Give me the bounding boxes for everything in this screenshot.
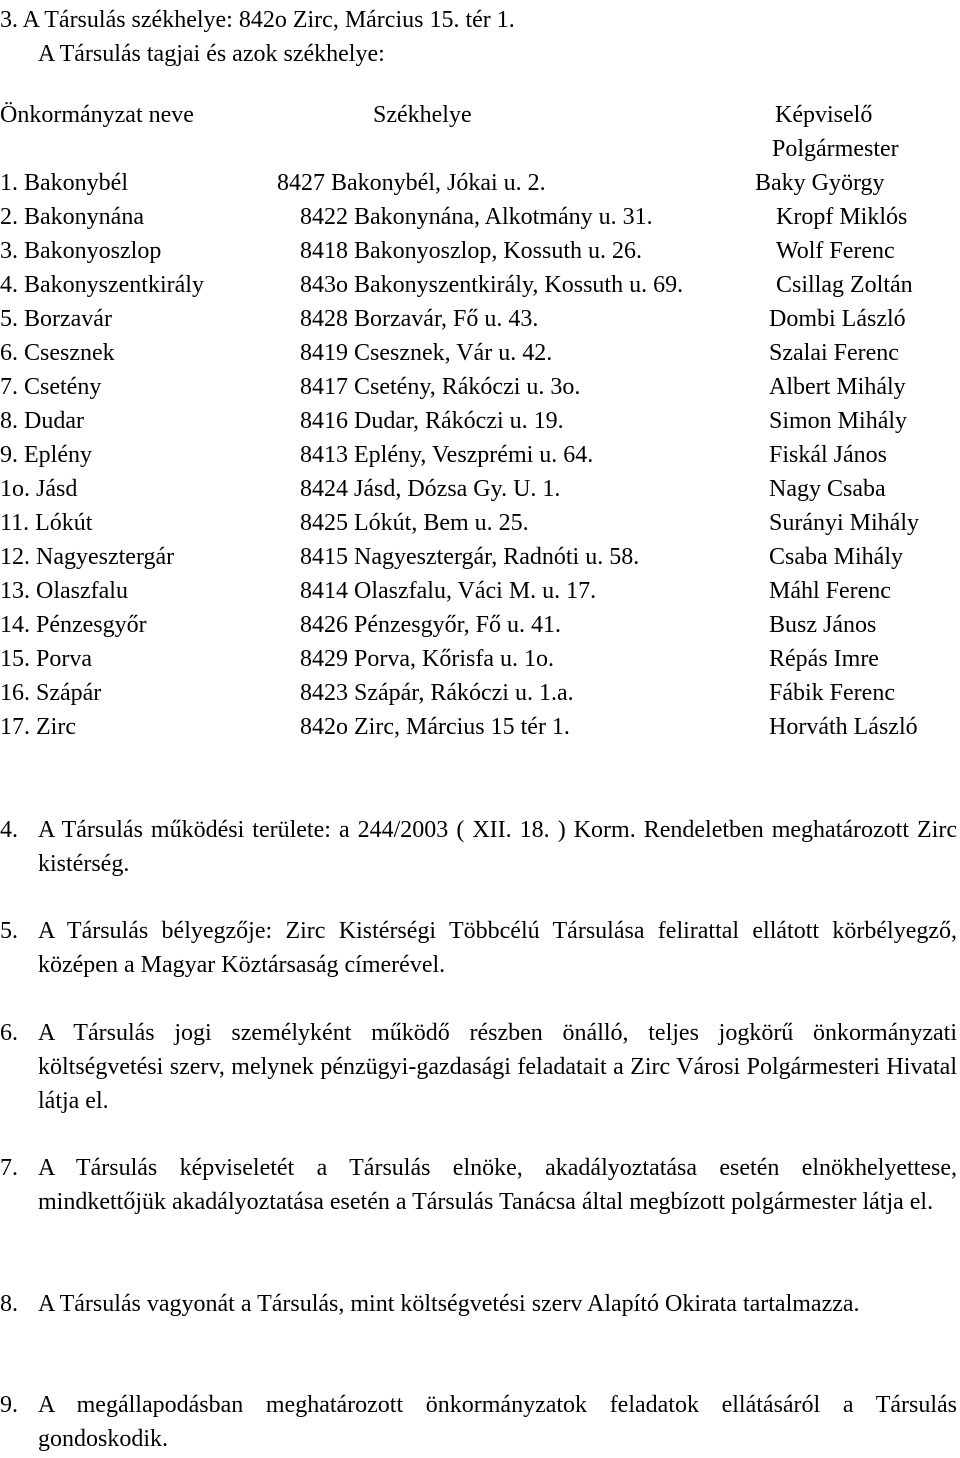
row-municipality-name: 8. Dudar bbox=[0, 408, 84, 434]
header-name: Önkormányzat neve bbox=[0, 102, 194, 128]
row-seat-address: 8425 Lókút, Bem u. 25. bbox=[300, 510, 529, 536]
row-representative: Albert Mihály bbox=[769, 374, 906, 400]
row-municipality-name: 9. Eplény bbox=[0, 442, 92, 468]
row-representative: Horváth László bbox=[769, 714, 918, 740]
row-representative: Busz János bbox=[769, 612, 877, 638]
paragraph-number: 8. bbox=[0, 1291, 18, 1317]
row-representative: Dombi László bbox=[769, 306, 906, 332]
paragraph-9 bbox=[0, 1388, 957, 1456]
row-seat-address: 8424 Jásd, Dózsa Gy. U. 1. bbox=[300, 476, 561, 502]
row-municipality-name: 6. Csesznek bbox=[0, 340, 115, 366]
section-3-line-2: A Társulás tagjai és azok székhelye: bbox=[38, 41, 385, 67]
row-representative: Fiskál János bbox=[769, 442, 888, 468]
row-representative: Wolf Ferenc bbox=[776, 238, 895, 264]
row-municipality-name: 5. Borzavár bbox=[0, 306, 112, 332]
row-representative: Máhl Ferenc bbox=[769, 578, 891, 604]
row-representative: Szalai Ferenc bbox=[769, 340, 899, 366]
paragraph-number: 7. bbox=[0, 1155, 18, 1181]
paragraph-6 bbox=[0, 1016, 957, 1118]
row-municipality-name: 14. Pénzesgyőr bbox=[0, 612, 147, 638]
row-municipality-name: 7. Csetény bbox=[0, 374, 102, 400]
header-representative: Képviselő bbox=[775, 102, 873, 128]
row-municipality-name: 1o. Jásd bbox=[0, 476, 78, 502]
paragraph-text: A megállapodásban meghatározott önkormányzatok feladatok ellátásáról a Társulás gondoskodik. bbox=[38, 1392, 957, 1452]
row-representative: Fábik Ferenc bbox=[769, 680, 895, 706]
row-municipality-name: 1. Bakonybél bbox=[0, 170, 128, 196]
row-seat-address: 8422 Bakonynána, Alkotmány u. 31. bbox=[300, 204, 653, 230]
paragraph-number: 5. bbox=[0, 918, 18, 944]
header-mayor: Polgármester bbox=[772, 136, 899, 162]
paragraph-7 bbox=[0, 1151, 957, 1219]
row-seat-address: 8415 Nagyesztergár, Radnóti u. 58. bbox=[300, 544, 640, 570]
row-seat-address: 8418 Bakonyoszlop, Kossuth u. 26. bbox=[300, 238, 642, 264]
row-seat-address: 8417 Csetény, Rákóczi u. 3o. bbox=[300, 374, 581, 400]
row-municipality-name: 15. Porva bbox=[0, 646, 92, 672]
row-seat-address: 8413 Eplény, Veszprémi u. 64. bbox=[300, 442, 594, 468]
row-seat-address: 8416 Dudar, Rákóczi u. 19. bbox=[300, 408, 564, 434]
row-municipality-name: 3. Bakonyoszlop bbox=[0, 238, 162, 264]
row-representative: Nagy Csaba bbox=[769, 476, 886, 502]
row-seat-address: 8427 Bakonybél, Jókai u. 2. bbox=[277, 170, 546, 196]
row-representative: Kropf Miklós bbox=[776, 204, 908, 230]
row-representative: Csillag Zoltán bbox=[776, 272, 913, 298]
row-seat-address: 8429 Porva, Kőrisfa u. 1o. bbox=[300, 646, 554, 672]
row-seat-address: 8419 Csesznek, Vár u. 42. bbox=[300, 340, 553, 366]
paragraph-5 bbox=[0, 914, 957, 982]
row-municipality-name: 17. Zirc bbox=[0, 714, 76, 740]
section-3-line-1: 3. A Társulás székhelye: 842o Zirc, Március 15. tér 1. bbox=[0, 7, 515, 33]
paragraph-text: A Társulás bélyegzője: Zirc Kistérségi Többcélú Társulása felirattal ellátott körbélyegző, középen a Magyar Köztársaság címerével. bbox=[38, 918, 957, 978]
row-seat-address: 8426 Pénzesgyőr, Fő u. 41. bbox=[300, 612, 562, 638]
row-seat-address: 8414 Olaszfalu, Váci M. u. 17. bbox=[300, 578, 597, 604]
paragraph-8 bbox=[0, 1287, 957, 1321]
row-municipality-name: 2. Bakonynána bbox=[0, 204, 144, 230]
row-municipality-name: 13. Olaszfalu bbox=[0, 578, 128, 604]
row-representative: Csaba Mihály bbox=[769, 544, 903, 570]
paragraph-number: 4. bbox=[0, 817, 18, 843]
paragraph-text: A Társulás működési területe: a 244/2003 ( XII. 18. ) Korm. Rendeletben meghatározott Zirc kistérség. bbox=[38, 817, 957, 877]
paragraph-text: A Társulás vagyonát a Társulás, mint költségvetési szerv Alapító Okirata tartalmazza. bbox=[38, 1291, 860, 1317]
row-municipality-name: 12. Nagyesztergár bbox=[0, 544, 175, 570]
row-seat-address: 8423 Szápár, Rákóczi u. 1.a. bbox=[300, 680, 574, 706]
paragraph-4 bbox=[0, 813, 957, 881]
paragraph-text: A Társulás jogi személyként működő részben önálló, teljes jogkörű önkormányzati költségvetési szerv, melynek pénzügyi-gazdasági feladatait a Zirc Városi Polgármesteri Hivatal látja el. bbox=[38, 1020, 957, 1114]
row-representative: Répás Imre bbox=[769, 646, 879, 672]
row-municipality-name: 11. Lókút bbox=[0, 510, 93, 536]
row-seat-address: 842o Zirc, Március 15 tér 1. bbox=[300, 714, 570, 740]
header-seat: Székhelye bbox=[373, 102, 472, 128]
row-seat-address: 843o Bakonyszentkirály, Kossuth u. 69. bbox=[300, 272, 684, 298]
row-seat-address: 8428 Borzavár, Fő u. 43. bbox=[300, 306, 539, 332]
row-representative: Surányi Mihály bbox=[769, 510, 919, 536]
paragraph-number: 9. bbox=[0, 1392, 18, 1418]
row-municipality-name: 4. Bakonyszentkirály bbox=[0, 272, 204, 298]
row-municipality-name: 16. Szápár bbox=[0, 680, 102, 706]
row-representative: Baky György bbox=[755, 170, 885, 196]
paragraph-text: A Társulás képviseletét a Társulás elnöke, akadályoztatása esetén elnökhelyettese, mindkettőjük akadályoztatása esetén a Társulás Tanácsa által megbízott polgármester látja el. bbox=[38, 1155, 957, 1215]
paragraph-number: 6. bbox=[0, 1020, 18, 1046]
row-representative: Simon Mihály bbox=[769, 408, 908, 434]
